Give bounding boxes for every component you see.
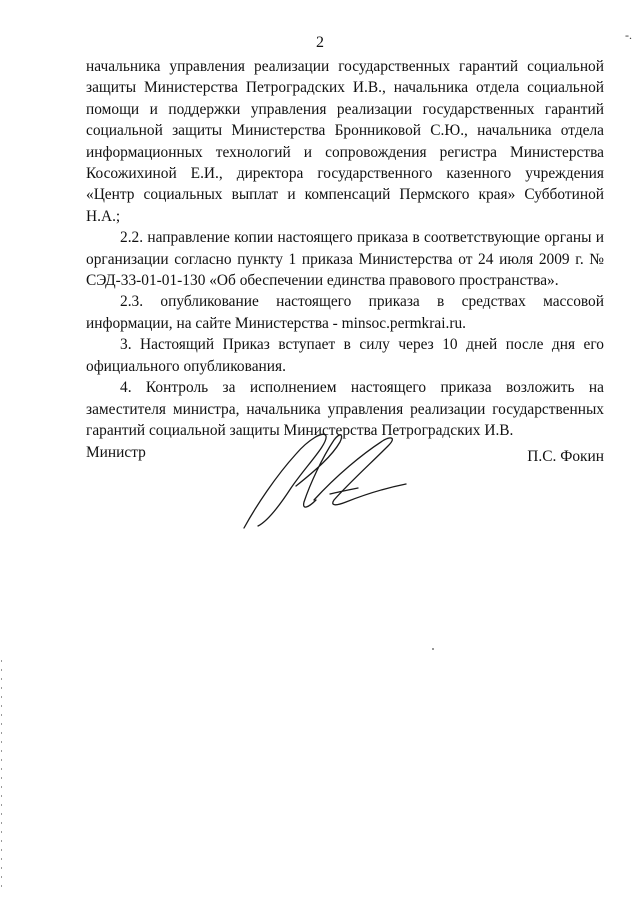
scan-edge-artifact bbox=[1, 660, 2, 890]
paragraph-continuation: начальника управления реализации государственных гарантий социальной защиты Министерства Петроградских И.В., начальника отдела социальной помощи и поддержки управления реализации государственных гарантий социальной защиты Министерства Бронниковой С.Ю., начальника отдела информационных технологий и сопровождения регистра Министерства Косожихиной Е.И., директора государственного казенного учреждения «Центр социальных выплат и компенсаций Пермского края» Субботиной Н.А.; bbox=[86, 58, 604, 225]
corner-mark: -. bbox=[625, 28, 632, 42]
paragraph-2-2: 2.2. направление копии настоящего приказа в соответствующие органы и организации согласно пункту 1 приказа Министерства от 24 июля 2009 г. № СЭД-33-01-01-130 «Об обеспечении единства правового пространства». bbox=[86, 229, 604, 290]
document-body bbox=[86, 56, 604, 441]
page-number: 2 bbox=[316, 34, 324, 51]
paragraph-2-3: 2.3. опубликование настоящего приказа в средствах массовой информации, на сайте Министерства - minsoc.permkrai.ru. bbox=[86, 293, 604, 332]
signer-title: Министр bbox=[86, 444, 146, 461]
paragraph-4: 4. Контроль за исполнением настоящего приказа возложить на заместителя министра, начальника управления реализации государственных гарантий социальной защиты Министерства Петроградских И.В. bbox=[86, 379, 604, 439]
signature-block bbox=[86, 430, 604, 550]
paragraph-3: 3. Настоящий Приказ вступает в силу через 10 дней после дня его официального опубликования. bbox=[86, 336, 604, 375]
signer-name: П.С. Фокин bbox=[527, 448, 604, 465]
scan-speck bbox=[432, 648, 434, 650]
handwritten-signature bbox=[236, 426, 426, 534]
